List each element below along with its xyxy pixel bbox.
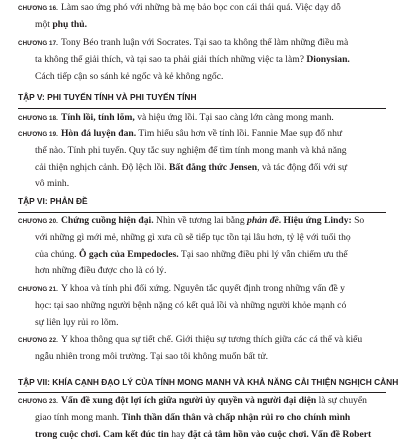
entry-text-line: Y khoa và tính phi đối xứng. Nguyên tắc quyết định trong những vấn đề y [60, 283, 345, 294]
chapter-label: CHƯƠNG 20. [18, 218, 58, 225]
entry-text-line: ta không thể giải thích, và tại sao ta phải giải thích những việc ta làm? Dionysian. [35, 54, 350, 66]
entry-text-line: Hòn đá luyện đan. Tìm hiểu sâu hơn về tính lồi. Fannie Mae sụp đổ như [60, 128, 343, 139]
toc-entry-chapter-16 [18, 0, 384, 34]
entry-text-line: sự liên lụy rủi ro lõm. [35, 316, 119, 328]
entry-text-line: thế nào. Tính phi tuyến. Quy tắc suy nghiệm để tìm tính mong manh và khả năng [35, 145, 347, 157]
chapter-label: CHƯƠNG 19. [18, 131, 58, 138]
toc-entry-chapter-23 [18, 393, 384, 440]
entry-text-line: học: tại sao những người bệnh nặng có kết quả lồi và những người khỏe mạnh có [35, 300, 347, 312]
entry-text-line: cải thiện nghịch cảnh. Độ lệch lồi. Bất đẳng thức Jensen, và tác động đối với sự [35, 161, 348, 173]
entry-text-line: với những gì mới mẻ, những gì xưa cũ sẽ tiếp tục tồn tại lâu hơn, tỷ lệ với tuổi thọ [35, 232, 351, 244]
chapter-label: CHƯƠNG 16. [18, 5, 58, 12]
entry-text-line: Vấn đề xung đột lợi ích giữa người ủy quyền và người đại diện là sự chuyển [60, 395, 367, 406]
toc-entry-chapter-20 [18, 213, 384, 280]
entry-text-line: ngẫu nhiên trong môi trường. Tại sao tôi không muốn bất tử. [35, 351, 268, 363]
entry-text-line: hơn những điều được cho là có lý. [35, 265, 167, 277]
chapter-label: CHƯƠNG 22. [18, 337, 58, 344]
entry-text-line: trong cuộc chơi. Cam kết đúc tin hay đặt cả tâm hồn vào cuộc chơi. Vấn đề Robert [35, 428, 372, 440]
entry-text-line: vô minh. [35, 178, 70, 190]
entry-text-line: Y khoa thông qua sự tiết chế. Giới thiệu sự tương thích giữa các cá thể và kiểu [60, 334, 363, 345]
entry-text-line: Tính lồi, tính lõm, và hiệu ứng lồi. Tại sao càng lớn càng mong manh. [60, 112, 334, 123]
chapter-label: CHƯƠNG 23. [18, 398, 58, 405]
entry-text-line: Làm sao ứng phó với những bà mẹ bảo bọc con cái thái quá. Việc dạy dỗ [60, 2, 341, 13]
part-heading: TẬP VII: KHÍA CẠNH ĐẠO LÝ CỦA TÍNH MONG MANH VÀ KHẢ NĂNG CẢI THIỆN NGHỊCH CẢNH [18, 377, 399, 387]
toc-entry-chapter-17 [18, 35, 384, 85]
chapter-label: CHƯƠNG 21. [18, 286, 58, 293]
toc-entry-chapter-18 [18, 110, 384, 127]
entry-text-line: Chứng cuồng hiện đại. Nhìn về tương lai bằng phản đề. Hiệu ứng Lindy: So [60, 215, 365, 226]
toc-entry-chapter-19 [18, 126, 384, 193]
part-heading: TẬP VI: PHẢN ĐỀ [18, 196, 88, 206]
toc-entry-chapter-21 [18, 281, 384, 331]
entry-text-line: Cách tiếp cận so sánh kẻ ngốc và kẻ không ngốc. [35, 70, 224, 82]
entry-text-line: Tony Béo tranh luận với Socrates. Tại sao ta không thể làm những điều mà [60, 37, 349, 48]
toc-entry-chapter-22 [18, 332, 384, 366]
part-heading: TẬP V: PHI TUYẾN TÍNH VÀ PHI TUYẾN TÍNH [18, 92, 197, 102]
chapter-label: CHƯƠNG 18. [18, 115, 58, 122]
entry-text-line: giao tính mong manh. Tinh thần dấn thân và chấp nhận rủi ro cho chính mình [35, 412, 351, 424]
entry-text-line: của chúng. Ô gạch của Empedocles. Tại sao những điều phi lý vẫn chiếm ưu thế [35, 248, 348, 260]
entry-text-line: một phụ thủ. [35, 19, 87, 31]
chapter-label: CHƯƠNG 17. [18, 40, 58, 47]
part-divider [18, 108, 386, 109]
